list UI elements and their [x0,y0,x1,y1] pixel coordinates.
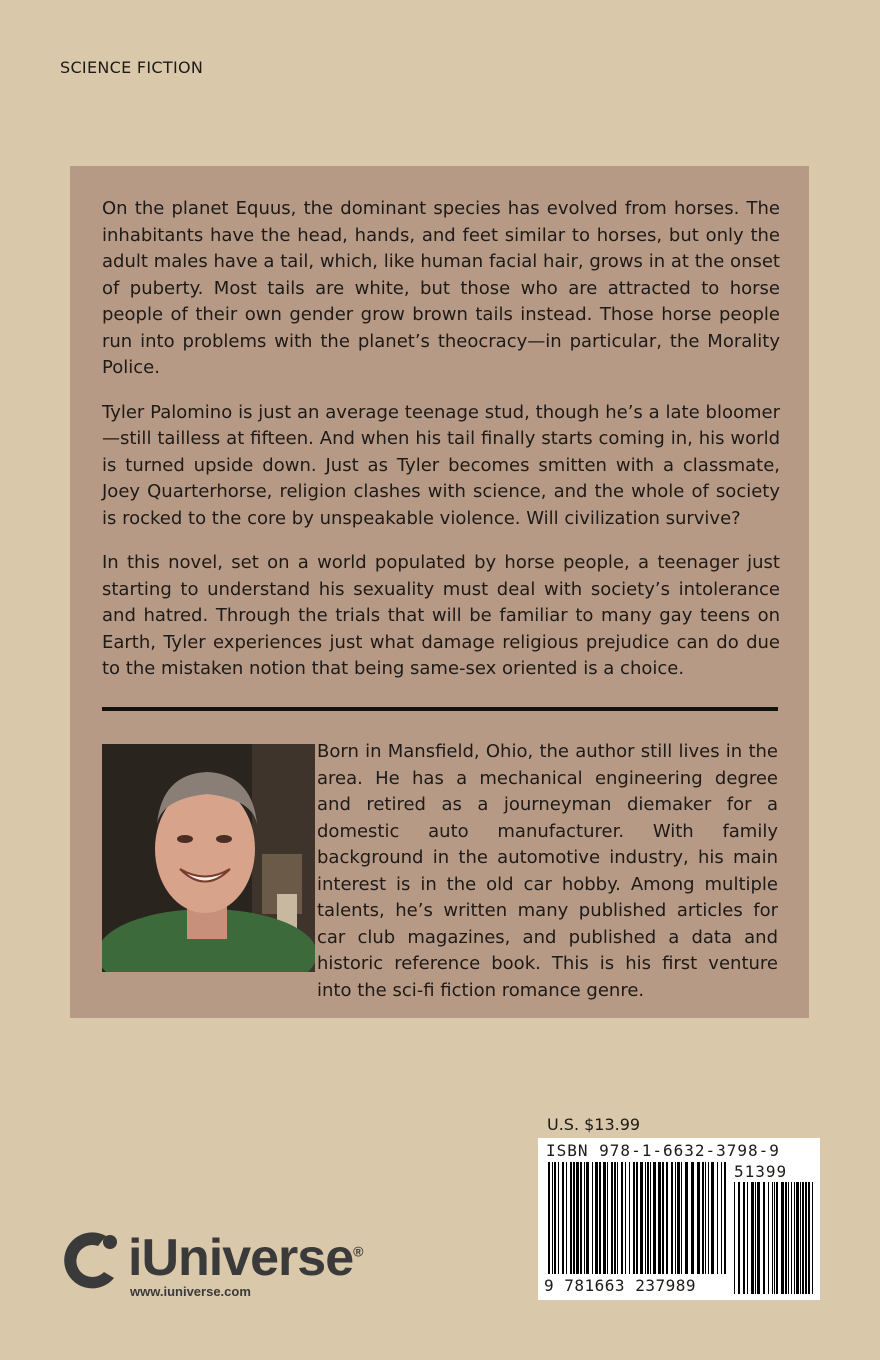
publisher-url: www.iuniverse.com [130,1284,251,1299]
book-blurb [102,196,780,701]
divider [102,707,778,711]
blurb-paragraph-1: On the planet Equus, the dominant species has evolved from horses. The inhabitants have the head, hands, and feet similar to horses, but only the adult males have a tail, which, like human facial hair, grows in at the onset of puberty. Most tails are white, but those who are attracted to horse people of their own gender grow brown tails instead. Those horse people run into problems with the planet’s theocracy—in particular, the Morality Police. [102,198,780,378]
isbn-barcode [538,1138,820,1300]
blurb-paragraph-2: Tyler Palomino is just an average teenage stud, though he’s a late bloomer—still tailless at fifteen. And when his tail finally starts coming in, his world is turned upside down. Just as Tyler becomes smitten with a classmate, Joey Quarterhorse, religion clashes with science, and the whole of society is rocked to the core by unspeakable violence. Will civilization survive? [102,401,780,529]
author-photo [102,744,315,972]
price-addon-code: 51399 [734,1162,788,1181]
author-bio: Born in Mansfield, Ohio, the author still lives in the area. He has a mechanical engineering degree and retired as a journeyman diemaker for a domestic auto manufacturer. With family background in the automotive industry, his main interest is in the old car hobby. Among multiple talents, he’s written many published articles for car club magazines, and published a data and historic reference book. This is his first venture into the sci-fi fiction romance genre. [317,741,778,1001]
ean-digits: 9 781663 237989 [544,1276,696,1295]
publisher-name: iUniverse® [128,1229,363,1287]
blurb-paragraph-3: In this novel, set on a world populated by horse people, a teenager just starting to understand his sexuality must deal with society’s intolerance and hatred. Through the trials that will be familiar to many gay teens on Earth, Tyler experiences just what damage religious prejudice can do due to the mistaken notion that being same-sex oriented is a choice. [102,552,780,679]
publisher-logo [58,1222,388,1302]
back-cover-panel [70,166,809,1018]
iuniverse-swoosh-icon [58,1226,126,1294]
genre-label: SCIENCE FICTION [60,58,204,77]
isbn-number: ISBN 978-1-6632-3798-9 [546,1141,780,1160]
price-label: U.S. $13.99 [547,1115,641,1134]
